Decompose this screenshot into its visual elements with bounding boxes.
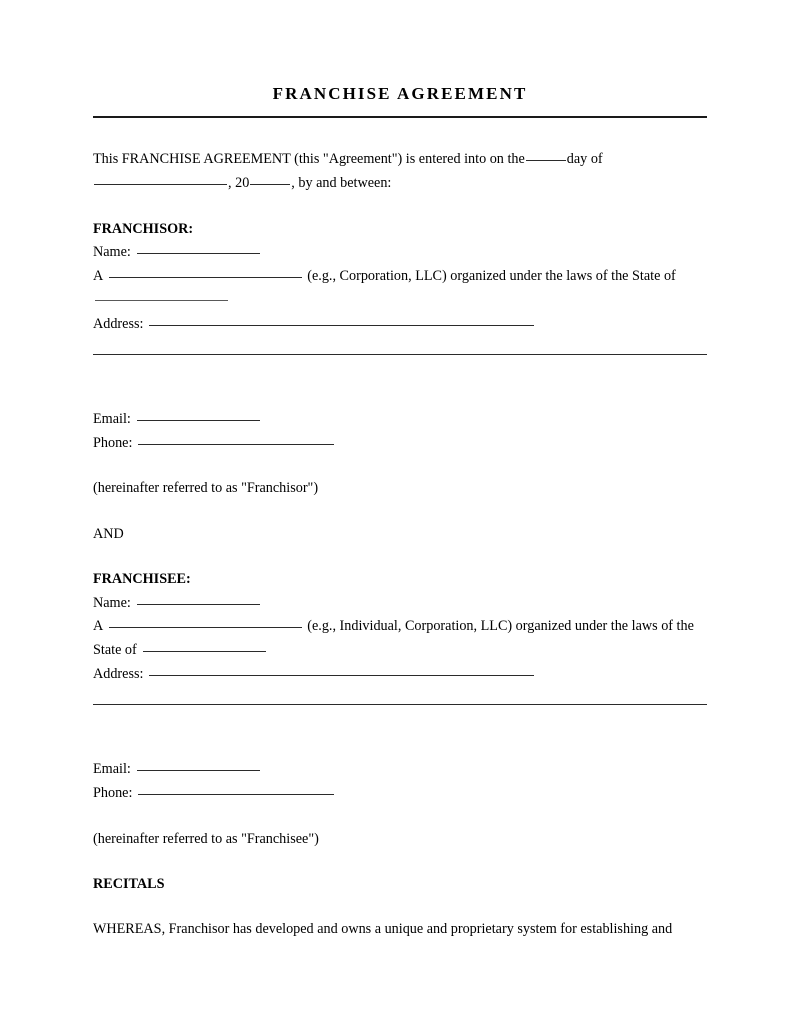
franchisee-email-row [93, 761, 261, 778]
franchisee-entity-row [93, 618, 707, 635]
franchisee-address-line-2[interactable] [93, 704, 707, 705]
franchisor-address-blank[interactable] [149, 316, 534, 328]
intro-text-a: This FRANCHISE AGREEMENT (this "Agreement") is entered into on the [93, 151, 525, 167]
month-blank[interactable] [94, 175, 227, 187]
franchisee-state-label: State of [93, 642, 137, 658]
franchisee-entity-suffix: (e.g., Individual, Corporation, LLC) organized under the laws of the [307, 618, 694, 634]
franchisee-email-label: Email: [93, 761, 131, 777]
franchisor-name-label: Name: [93, 244, 131, 260]
franchisor-email-label: Email: [93, 411, 131, 427]
franchisor-state-blank[interactable] [95, 300, 228, 301]
franchisor-hereinafter: (hereinafter referred to as "Franchisor") [93, 480, 319, 496]
franchisee-hereinafter: (hereinafter referred to as "Franchisee") [93, 831, 319, 847]
franchisor-email-row [93, 411, 261, 428]
franchisor-entity-prefix: A [93, 268, 104, 284]
franchisor-entity-type-blank[interactable] [109, 268, 302, 280]
year-blank[interactable] [250, 175, 290, 187]
franchisee-address-row [93, 666, 535, 683]
franchisor-entity-row [93, 268, 707, 285]
title-divider [93, 116, 707, 118]
franchisee-phone-blank[interactable] [138, 785, 334, 797]
franchisee-entity-type-blank[interactable] [109, 618, 302, 630]
day-blank[interactable] [526, 151, 566, 163]
recitals-heading: RECITALS [93, 876, 165, 892]
franchisor-address-line-2[interactable] [93, 354, 707, 355]
franchisor-email-blank[interactable] [137, 411, 260, 423]
intro-line-2 [93, 175, 391, 192]
page-title: FRANCHISE AGREEMENT [272, 84, 528, 103]
franchisee-state-row [93, 642, 267, 659]
franchisee-name-row [93, 595, 261, 612]
franchisee-phone-row [93, 785, 335, 802]
franchisor-phone-blank[interactable] [138, 435, 334, 447]
intro-text-b: day of [566, 151, 603, 167]
franchisee-heading: FRANCHISEE: [93, 571, 191, 587]
franchisee-address-blank[interactable] [149, 666, 534, 678]
franchisor-address-label: Address: [93, 316, 144, 332]
franchisor-heading: FRANCHISOR: [93, 221, 194, 237]
franchisor-phone-row [93, 435, 335, 452]
franchisor-name-row [93, 244, 261, 261]
recitals-paragraph-1: WHEREAS, Franchisor has developed and owns a unique and proprietary system for establishing and [93, 921, 673, 937]
franchisee-state-blank[interactable] [143, 642, 266, 654]
franchisee-name-label: Name: [93, 595, 131, 611]
franchisee-email-blank[interactable] [137, 761, 260, 773]
conjunction-and: AND [93, 526, 124, 542]
franchisee-name-blank[interactable] [137, 595, 260, 607]
franchisor-phone-label: Phone: [93, 435, 133, 451]
franchisee-address-label: Address: [93, 666, 144, 682]
intro-text-d: , by and between: [291, 175, 392, 191]
franchisor-entity-suffix: (e.g., Corporation, LLC) organized under the laws of the State of [307, 268, 676, 284]
franchisor-address-row [93, 316, 535, 333]
intro-line-1 [93, 151, 603, 168]
franchisor-name-blank[interactable] [137, 244, 260, 256]
franchisee-phone-label: Phone: [93, 785, 133, 801]
franchisee-entity-prefix: A [93, 618, 104, 634]
intro-text-c: , 20 [228, 175, 250, 191]
